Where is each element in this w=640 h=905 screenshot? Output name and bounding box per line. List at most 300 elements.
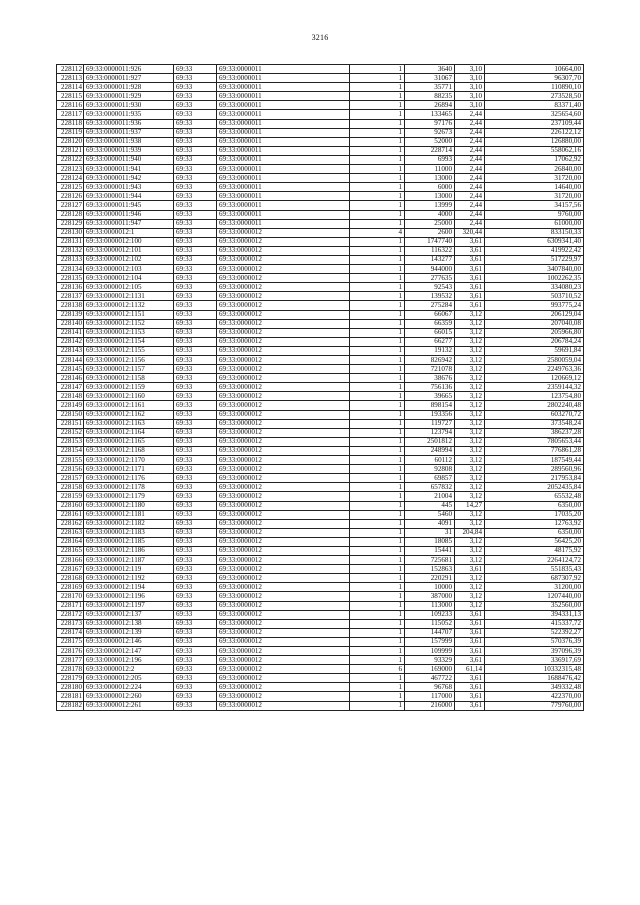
cadastral-district-cell: 69:33: [174, 537, 217, 546]
cadastral-value-cell: 187549,44: [485, 456, 584, 465]
cadastral-block-cell: 69:33:0000012: [217, 556, 350, 565]
specific-value-cell: 3,12: [455, 410, 485, 419]
cadastral-value-cell: 17035,20: [485, 510, 584, 519]
cadastral-value-cell: 217953,84: [485, 474, 584, 483]
cadastral-value-cell: 123754,80: [485, 392, 584, 401]
cadastral-block-cell: 69:33:0000012: [217, 255, 350, 264]
cadastral-block-cell: 69:33:0000012: [217, 228, 350, 237]
area-cell: 6000: [405, 183, 455, 192]
cadastral-number-cell: 69:33:0000012:1176: [84, 474, 174, 483]
specific-value-cell: 2,44: [455, 155, 485, 164]
specific-value-cell: 3,12: [455, 374, 485, 383]
cadastral-district-cell: 69:33: [174, 665, 217, 674]
specific-value-cell: 3,61: [455, 637, 485, 646]
table-row: [57, 319, 584, 328]
count-cell: 1: [350, 374, 405, 383]
row-index-cell: 228166: [57, 556, 84, 565]
row-index-cell: 228146: [57, 374, 84, 383]
cadastral-number-cell: 69:33:0000011:938: [84, 137, 174, 146]
count-cell: 1: [350, 274, 405, 283]
cadastral-value-cell: 325654,60: [485, 110, 584, 119]
area-cell: 944000: [405, 265, 455, 274]
cadastral-block-cell: 69:33:0000012: [217, 283, 350, 292]
area-cell: 116322: [405, 246, 455, 255]
cadastral-block-cell: 69:33:0000011: [217, 83, 350, 92]
cadastral-value-cell: 6309341,40: [485, 237, 584, 246]
cadastral-district-cell: 69:33: [174, 546, 217, 555]
cadastral-table-body: [57, 65, 584, 711]
cadastral-district-cell: 69:33: [174, 701, 217, 710]
row-index-cell: 228152: [57, 428, 84, 437]
cadastral-block-cell: 69:33:0000011: [217, 201, 350, 210]
cadastral-district-cell: 69:33: [174, 446, 217, 455]
count-cell: 1: [350, 446, 405, 455]
row-index-cell: 228156: [57, 465, 84, 474]
cadastral-number-cell: 69:33:0000012:1160: [84, 392, 174, 401]
table-row: [57, 674, 584, 683]
cadastral-district-cell: 69:33: [174, 674, 217, 683]
row-index-cell: 228157: [57, 474, 84, 483]
cadastral-value-cell: 687307,92: [485, 574, 584, 583]
specific-value-cell: 3,61: [455, 692, 485, 701]
row-index-cell: 228169: [57, 583, 84, 592]
row-index-cell: 228139: [57, 310, 84, 319]
count-cell: 1: [350, 565, 405, 574]
count-cell: 1: [350, 283, 405, 292]
table-row: [57, 356, 584, 365]
cadastral-district-cell: 69:33: [174, 365, 217, 374]
cadastral-value-cell: 6350,00: [485, 501, 584, 510]
row-index-cell: 228136: [57, 283, 84, 292]
cadastral-number-cell: 69:33:0000011:926: [84, 65, 174, 74]
specific-value-cell: 320,44: [455, 228, 485, 237]
specific-value-cell: 3,12: [455, 574, 485, 583]
area-cell: 60112: [405, 456, 455, 465]
cadastral-number-cell: 69:33:0000012:1179: [84, 492, 174, 501]
table-row: [57, 119, 584, 128]
count-cell: 1: [350, 519, 405, 528]
cadastral-number-cell: 69:33:0000012:1178: [84, 483, 174, 492]
row-index-cell: 228162: [57, 519, 84, 528]
table-row: [57, 265, 584, 274]
area-cell: 39665: [405, 392, 455, 401]
count-cell: 1: [350, 356, 405, 365]
row-index-cell: 228170: [57, 592, 84, 601]
count-cell: 1: [350, 692, 405, 701]
row-index-cell: 228159: [57, 492, 84, 501]
specific-value-cell: 3,12: [455, 337, 485, 346]
cadastral-value-cell: 83371,40: [485, 101, 584, 110]
cadastral-number-cell: 69:33:0000012:138: [84, 619, 174, 628]
specific-value-cell: 14,27: [455, 501, 485, 510]
cadastral-district-cell: 69:33: [174, 228, 217, 237]
specific-value-cell: 3,61: [455, 292, 485, 301]
specific-value-cell: 3,12: [455, 546, 485, 555]
cadastral-value-cell: 422370,00: [485, 692, 584, 701]
cadastral-value-cell: 334080,23: [485, 283, 584, 292]
cadastral-block-cell: 69:33:0000012: [217, 437, 350, 446]
area-cell: 115052: [405, 619, 455, 628]
specific-value-cell: 2,44: [455, 128, 485, 137]
table-row: [57, 292, 584, 301]
row-index-cell: 228151: [57, 419, 84, 428]
row-index-cell: 228129: [57, 219, 84, 228]
count-cell: 1: [350, 383, 405, 392]
cadastral-number-cell: 69:33:0000012:1162: [84, 410, 174, 419]
cadastral-number-cell: 69:33:0000012:1196: [84, 592, 174, 601]
count-cell: 1: [350, 174, 405, 183]
cadastral-number-cell: 69:33:0000012:2: [84, 665, 174, 674]
table-row: [57, 428, 584, 437]
cadastral-district-cell: 69:33: [174, 346, 217, 355]
table-row: [57, 637, 584, 646]
row-index-cell: 228137: [57, 292, 84, 301]
cadastral-number-cell: 69:33:0000012:1187: [84, 556, 174, 565]
cadastral-district-cell: 69:33: [174, 92, 217, 101]
row-index-cell: 228142: [57, 337, 84, 346]
cadastral-value-cell: 522392,27: [485, 628, 584, 637]
area-cell: 19132: [405, 346, 455, 355]
cadastral-number-cell: 69:33:0000011:947: [84, 219, 174, 228]
table-row: [57, 255, 584, 264]
cadastral-district-cell: 69:33: [174, 83, 217, 92]
cadastral-number-cell: 69:33:0000012:1157: [84, 365, 174, 374]
cadastral-district-cell: 69:33: [174, 65, 217, 74]
count-cell: 1: [350, 601, 405, 610]
count-cell: 4: [350, 228, 405, 237]
cadastral-number-cell: 69:33:0000011:928: [84, 83, 174, 92]
cadastral-value-cell: 31200,00: [485, 583, 584, 592]
cadastral-number-cell: 69:33:0000012:1168: [84, 446, 174, 455]
table-row: [57, 528, 584, 537]
cadastral-value-cell: 603270,72: [485, 410, 584, 419]
area-cell: 721078: [405, 365, 455, 374]
count-cell: 1: [350, 483, 405, 492]
row-index-cell: 228178: [57, 665, 84, 674]
area-cell: 31: [405, 528, 455, 537]
cadastral-value-cell: 336917,69: [485, 656, 584, 665]
row-index-cell: 228149: [57, 401, 84, 410]
specific-value-cell: 3,61: [455, 656, 485, 665]
cadastral-district-cell: 69:33: [174, 174, 217, 183]
count-cell: 1: [350, 392, 405, 401]
row-index-cell: 228113: [57, 74, 84, 83]
cadastral-district-cell: 69:33: [174, 283, 217, 292]
table-row: [57, 383, 584, 392]
table-row: [57, 628, 584, 637]
cadastral-block-cell: 69:33:0000012: [217, 419, 350, 428]
cadastral-district-cell: 69:33: [174, 265, 217, 274]
row-index-cell: 228115: [57, 92, 84, 101]
area-cell: 119727: [405, 419, 455, 428]
table-row: [57, 574, 584, 583]
cadastral-block-cell: 69:33:0000011: [217, 192, 350, 201]
cadastral-block-cell: 69:33:0000011: [217, 210, 350, 219]
table-row: [57, 483, 584, 492]
table-row: [57, 219, 584, 228]
cadastral-value-cell: 96307,70: [485, 74, 584, 83]
area-cell: 69857: [405, 474, 455, 483]
count-cell: 1: [350, 683, 405, 692]
count-cell: 1: [350, 510, 405, 519]
cadastral-district-cell: 69:33: [174, 565, 217, 574]
cadastral-value-cell: 2249763,36: [485, 365, 584, 374]
count-cell: 1: [350, 310, 405, 319]
cadastral-value-cell: 34157,56: [485, 201, 584, 210]
area-cell: 15441: [405, 546, 455, 555]
specific-value-cell: 3,10: [455, 65, 485, 74]
area-cell: 248994: [405, 446, 455, 455]
table-row: [57, 465, 584, 474]
row-index-cell: 228112: [57, 65, 84, 74]
row-index-cell: 228128: [57, 210, 84, 219]
area-cell: 66277: [405, 337, 455, 346]
specific-value-cell: 3,61: [455, 301, 485, 310]
table-row: [57, 665, 584, 674]
cadastral-value-cell: 558062,16: [485, 146, 584, 155]
count-cell: 1: [350, 183, 405, 192]
cadastral-value-cell: 415337,72: [485, 619, 584, 628]
count-cell: 1: [350, 110, 405, 119]
cadastral-value-table: [56, 64, 584, 711]
count-cell: 1: [350, 155, 405, 164]
specific-value-cell: 2,44: [455, 201, 485, 210]
cadastral-block-cell: 69:33:0000012: [217, 592, 350, 601]
area-cell: 52000: [405, 137, 455, 146]
cadastral-number-cell: 69:33:0000012:1183: [84, 528, 174, 537]
table-row: [57, 274, 584, 283]
row-index-cell: 228164: [57, 537, 84, 546]
count-cell: 1: [350, 428, 405, 437]
specific-value-cell: 3,12: [455, 356, 485, 365]
area-cell: 113000: [405, 601, 455, 610]
area-cell: 144707: [405, 628, 455, 637]
cadastral-block-cell: 69:33:0000012: [217, 610, 350, 619]
cadastral-value-cell: 349332,48: [485, 683, 584, 692]
row-index-cell: 228132: [57, 246, 84, 255]
specific-value-cell: 3,10: [455, 101, 485, 110]
cadastral-block-cell: 69:33:0000012: [217, 292, 350, 301]
table-row: [57, 110, 584, 119]
count-cell: 1: [350, 465, 405, 474]
area-cell: 277635: [405, 274, 455, 283]
cadastral-block-cell: 69:33:0000012: [217, 565, 350, 574]
area-cell: 4091: [405, 519, 455, 528]
row-index-cell: 228154: [57, 446, 84, 455]
cadastral-number-cell: 69:33:0000012:1171: [84, 465, 174, 474]
specific-value-cell: 3,12: [455, 592, 485, 601]
cadastral-value-cell: 289560,96: [485, 465, 584, 474]
cadastral-value-cell: 779760,00: [485, 701, 584, 710]
cadastral-value-cell: 59691,84: [485, 346, 584, 355]
area-cell: 66067: [405, 310, 455, 319]
cadastral-value-cell: 2580059,04: [485, 356, 584, 365]
cadastral-block-cell: 69:33:0000011: [217, 119, 350, 128]
cadastral-value-cell: 10664,00: [485, 65, 584, 74]
area-cell: 13000: [405, 174, 455, 183]
cadastral-value-cell: 2052435,84: [485, 483, 584, 492]
cadastral-value-cell: 993775,24: [485, 301, 584, 310]
cadastral-district-cell: 69:33: [174, 492, 217, 501]
area-cell: 123794: [405, 428, 455, 437]
area-cell: 18085: [405, 537, 455, 546]
specific-value-cell: 3,12: [455, 328, 485, 337]
area-cell: 2501812: [405, 437, 455, 446]
area-cell: 92543: [405, 283, 455, 292]
table-row: [57, 374, 584, 383]
cadastral-number-cell: 69:33:0000011:940: [84, 155, 174, 164]
cadastral-block-cell: 69:33:0000012: [217, 701, 350, 710]
cadastral-block-cell: 69:33:0000012: [217, 356, 350, 365]
specific-value-cell: 3,61: [455, 283, 485, 292]
row-index-cell: 228153: [57, 437, 84, 446]
specific-value-cell: 2,44: [455, 110, 485, 119]
area-cell: 2600: [405, 228, 455, 237]
cadastral-number-cell: 69:33:0000012:1: [84, 228, 174, 237]
count-cell: 1: [350, 474, 405, 483]
cadastral-number-cell: 69:33:0000012:1163: [84, 419, 174, 428]
count-cell: 1: [350, 628, 405, 637]
cadastral-number-cell: 69:33:0000012:100: [84, 237, 174, 246]
cadastral-block-cell: 69:33:0000012: [217, 401, 350, 410]
specific-value-cell: 2,44: [455, 183, 485, 192]
cadastral-value-cell: 31720,00: [485, 192, 584, 201]
count-cell: 1: [350, 246, 405, 255]
specific-value-cell: 3,61: [455, 237, 485, 246]
table-row: [57, 146, 584, 155]
cadastral-block-cell: 69:33:0000012: [217, 428, 350, 437]
table-row: [57, 456, 584, 465]
row-index-cell: 228120: [57, 137, 84, 146]
count-cell: 1: [350, 219, 405, 228]
specific-value-cell: 3,61: [455, 701, 485, 710]
count-cell: 1: [350, 583, 405, 592]
count-cell: 1: [350, 501, 405, 510]
table-row: [57, 201, 584, 210]
count-cell: 1: [350, 210, 405, 219]
count-cell: 6: [350, 665, 405, 674]
specific-value-cell: 3,12: [455, 510, 485, 519]
cadastral-block-cell: 69:33:0000012: [217, 637, 350, 646]
specific-value-cell: 3,12: [455, 537, 485, 546]
specific-value-cell: 3,12: [455, 519, 485, 528]
table-row: [57, 165, 584, 174]
cadastral-district-cell: 69:33: [174, 501, 217, 510]
cadastral-block-cell: 69:33:0000012: [217, 410, 350, 419]
cadastral-number-cell: 69:33:0000012:224: [84, 683, 174, 692]
cadastral-value-cell: 120669,12: [485, 374, 584, 383]
table-row: [57, 155, 584, 164]
cadastral-value-cell: 833150,33: [485, 228, 584, 237]
cadastral-district-cell: 69:33: [174, 101, 217, 110]
specific-value-cell: 3,61: [455, 246, 485, 255]
cadastral-value-cell: 56425,20: [485, 537, 584, 546]
area-cell: 467722: [405, 674, 455, 683]
cadastral-value-cell: 14640,00: [485, 183, 584, 192]
row-index-cell: 228150: [57, 410, 84, 419]
table-row: [57, 365, 584, 374]
table-row: [57, 647, 584, 656]
specific-value-cell: 2,44: [455, 165, 485, 174]
area-cell: 66015: [405, 328, 455, 337]
area-cell: 1747740: [405, 237, 455, 246]
area-cell: 275284: [405, 301, 455, 310]
cadastral-district-cell: 69:33: [174, 483, 217, 492]
cadastral-value-cell: 419922,42: [485, 246, 584, 255]
cadastral-value-cell: 2264124,72: [485, 556, 584, 565]
cadastral-district-cell: 69:33: [174, 592, 217, 601]
cadastral-block-cell: 69:33:0000011: [217, 74, 350, 83]
cadastral-number-cell: 69:33:0000011:945: [84, 201, 174, 210]
row-index-cell: 228147: [57, 383, 84, 392]
table-row: [57, 137, 584, 146]
specific-value-cell: 2,44: [455, 219, 485, 228]
cadastral-district-cell: 69:33: [174, 619, 217, 628]
cadastral-number-cell: 69:33:0000011:943: [84, 183, 174, 192]
table-row: [57, 128, 584, 137]
table-row: [57, 537, 584, 546]
count-cell: 1: [350, 419, 405, 428]
cadastral-block-cell: 69:33:0000011: [217, 174, 350, 183]
area-cell: 220291: [405, 574, 455, 583]
cadastral-block-cell: 69:33:0000012: [217, 628, 350, 637]
specific-value-cell: 3,12: [455, 474, 485, 483]
count-cell: 1: [350, 592, 405, 601]
table-row: [57, 546, 584, 555]
specific-value-cell: 2,44: [455, 210, 485, 219]
cadastral-block-cell: 69:33:0000012: [217, 374, 350, 383]
count-cell: 1: [350, 492, 405, 501]
cadastral-district-cell: 69:33: [174, 583, 217, 592]
cadastral-block-cell: 69:33:0000012: [217, 656, 350, 665]
cadastral-district-cell: 69:33: [174, 656, 217, 665]
cadastral-number-cell: 69:33:0000012:1158: [84, 374, 174, 383]
cadastral-number-cell: 69:33:0000011:939: [84, 146, 174, 155]
cadastral-number-cell: 69:33:0000012:1182: [84, 519, 174, 528]
row-index-cell: 228175: [57, 637, 84, 646]
cadastral-block-cell: 69:33:0000012: [217, 346, 350, 355]
count-cell: 1: [350, 556, 405, 565]
cadastral-number-cell: 69:33:0000012:137: [84, 610, 174, 619]
cadastral-number-cell: 69:33:0000012:261: [84, 701, 174, 710]
cadastral-number-cell: 69:33:0000012:1180: [84, 501, 174, 510]
count-cell: 1: [350, 101, 405, 110]
cadastral-district-cell: 69:33: [174, 637, 217, 646]
row-index-cell: 228168: [57, 574, 84, 583]
specific-value-cell: 204,84: [455, 528, 485, 537]
count-cell: 1: [350, 610, 405, 619]
row-index-cell: 228135: [57, 274, 84, 283]
row-index-cell: 228144: [57, 356, 84, 365]
specific-value-cell: 3,10: [455, 92, 485, 101]
cadastral-district-cell: 69:33: [174, 201, 217, 210]
area-cell: 193356: [405, 410, 455, 419]
table-row: [57, 492, 584, 501]
area-cell: 11000: [405, 165, 455, 174]
table-row: [57, 692, 584, 701]
cadastral-value-cell: 503710,52: [485, 292, 584, 301]
cadastral-number-cell: 69:33:0000011:944: [84, 192, 174, 201]
cadastral-district-cell: 69:33: [174, 692, 217, 701]
row-index-cell: 228155: [57, 456, 84, 465]
cadastral-value-cell: 126880,00: [485, 137, 584, 146]
count-cell: 1: [350, 328, 405, 337]
cadastral-number-cell: 69:33:0000012:1192: [84, 574, 174, 583]
count-cell: 1: [350, 237, 405, 246]
cadastral-district-cell: 69:33: [174, 574, 217, 583]
specific-value-cell: 3,12: [455, 319, 485, 328]
row-index-cell: 228119: [57, 128, 84, 137]
